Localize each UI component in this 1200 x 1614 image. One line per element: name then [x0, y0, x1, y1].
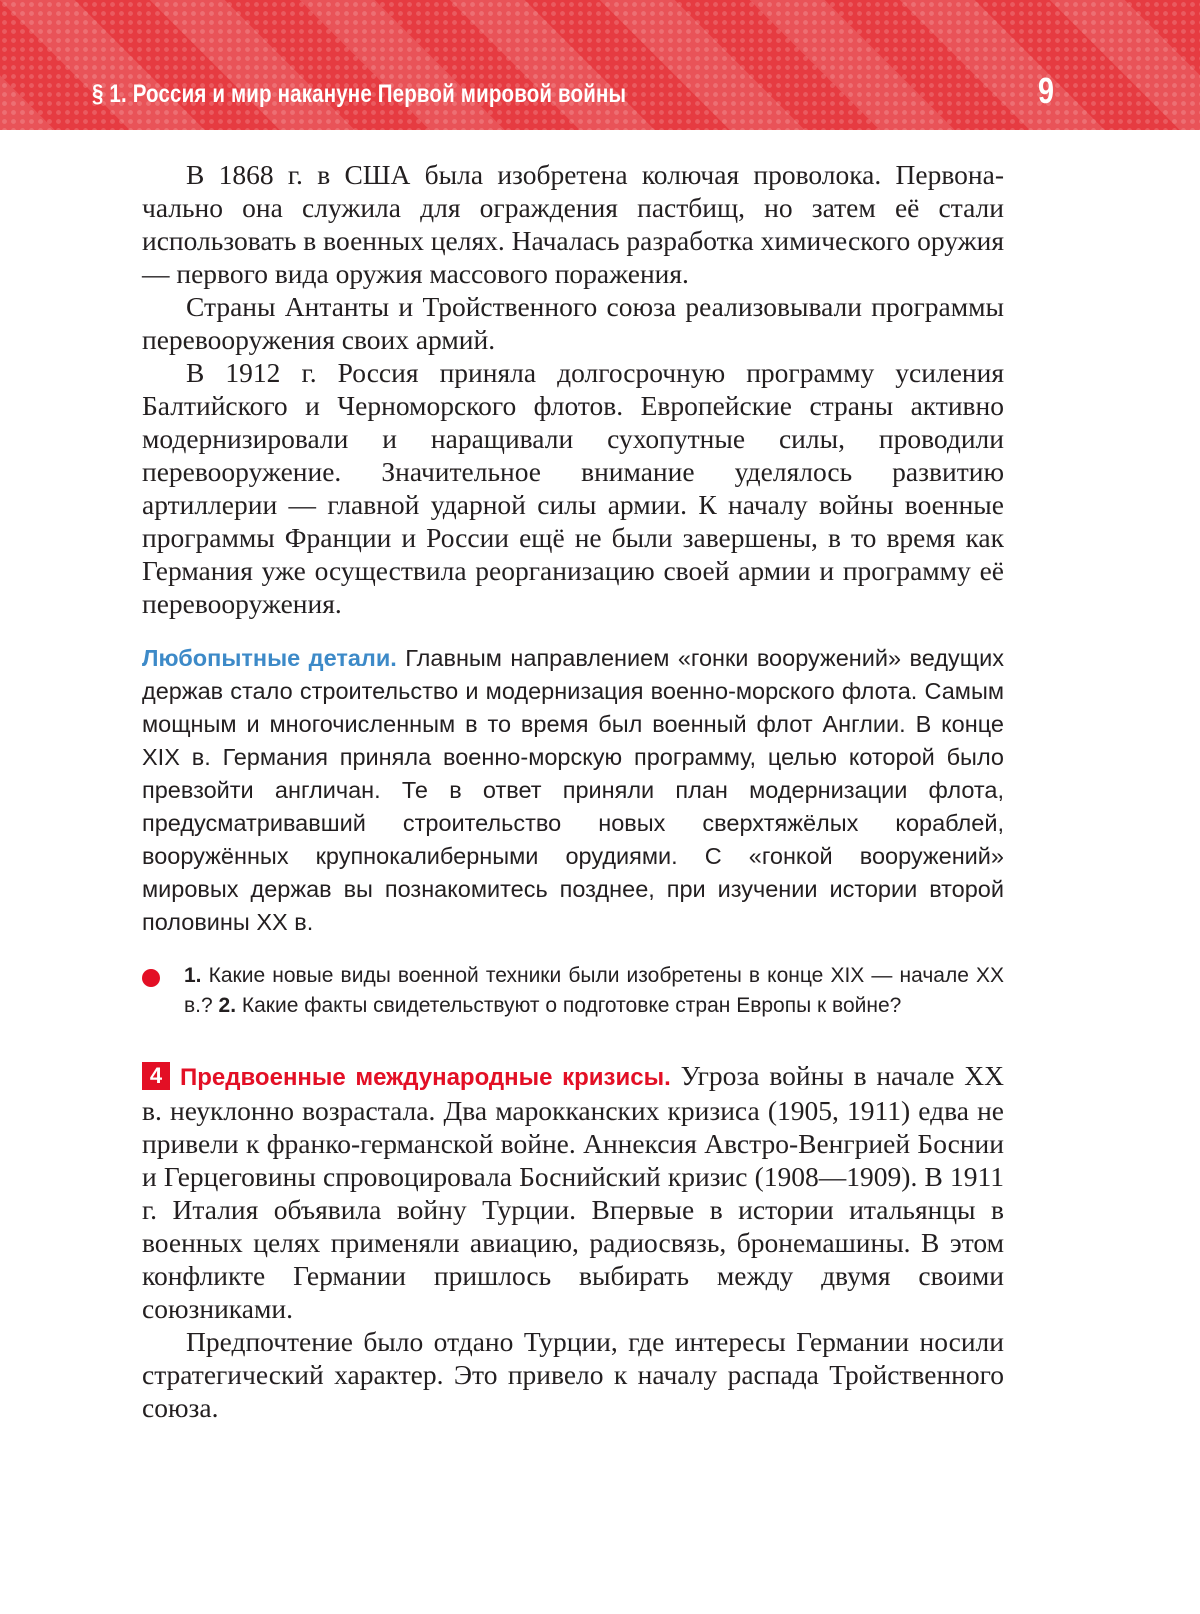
question-1-number: 1.	[184, 964, 202, 987]
section-number-badge: 4	[142, 1062, 170, 1090]
paragraph-rearmament: Страны Антанты и Тройственного союза реализовывали программы перевооружения своих армий.	[142, 291, 1004, 355]
page-content	[142, 158, 1004, 1424]
paragraph-barbed-wire: В 1868 г. в США была изобретена колючая проволока. Первоначально она служила для ограждения пастбищ, но затем её стали использовать в военных целях. Началась разработка химического оружия — первого вида оружия массового поражения.	[142, 159, 1004, 289]
section-4	[142, 1059, 1004, 1424]
section-4-intro	[142, 1059, 1004, 1325]
section-title: Предвоенные международные кризисы.	[180, 1064, 671, 1091]
paragraph-fleet-programs: В 1912 г. Россия приняла долгосрочную программу усиления Балтийского и Черноморского флотов. Европейские страны активно модернизировали и наращивали сухопутные силы, проводили перевооружение. Значительное внимание уделялось развитию артиллерии — главной ударной силы армии. К началу войны военные программы Франции и России ещё не были завершены, в то время как Германия уже осуществила реорганизацию своей армии и программу её перевооружения.	[142, 357, 1004, 619]
details-box	[142, 642, 1004, 939]
section-4-intro-text: Угроза войны в начале XX в. неуклонно возрастала. Два марокканских кризиса (1905, 1911) едва не привели к франко-германской войне. Аннексия Австро-Венгрией Боснии и Герцеговины спровоцировала Боснийский кризис (1908—1909). В 1911 г. Италия объявила войну Турции. Впервые в истории итальянцы в военных целях применяли авиацию, радиосвязь, бронемашины. В этом конфликте Германии пришлось выбирать между двумя своими союзниками.	[142, 1060, 1005, 1324]
details-text: Главным направлением «гонки вооружений» ведущих держав стало строительство и модернизация военно-морского флота. Самым мощным и многочисленным в то время был военный флот Англии. В конце XIX в. Германия приняла военно-морскую программу, целью которой было превзойти англичан. Те в ответ приняли план модернизации флота, предусматривавший строительство новых сверхтяжёлых кораблей, вооружённых крупнокалиберными орудиями. С «гонкой вооружений» мировых держав вы познакомитесь позднее, при изучении истории второй половины XX в.	[142, 645, 1004, 935]
chapter-title: § 1. Россия и мир накануне Первой мировой войны	[92, 80, 627, 108]
question-2-text: Какие факты свидетельствуют о подготовке стран Европы к войне?	[236, 994, 902, 1017]
questions-text	[184, 961, 1004, 1021]
question-2-number: 2.	[218, 994, 237, 1017]
page-number: 9	[1037, 70, 1054, 111]
details-label: Любопытные детали.	[142, 645, 397, 671]
questions-block	[142, 961, 1004, 1021]
page-header	[0, 0, 1200, 130]
question-bullet-icon	[142, 969, 160, 987]
section-4-paragraph-2: Предпочтение было отдано Турции, где интересы Германии носили стратегический характер. Это привело к началу распада Тройственного союза.	[142, 1326, 1004, 1423]
question-1-text: Какие новые виды военной техники были изобретены в конце XIX — начале XX в.?	[184, 964, 1004, 1017]
